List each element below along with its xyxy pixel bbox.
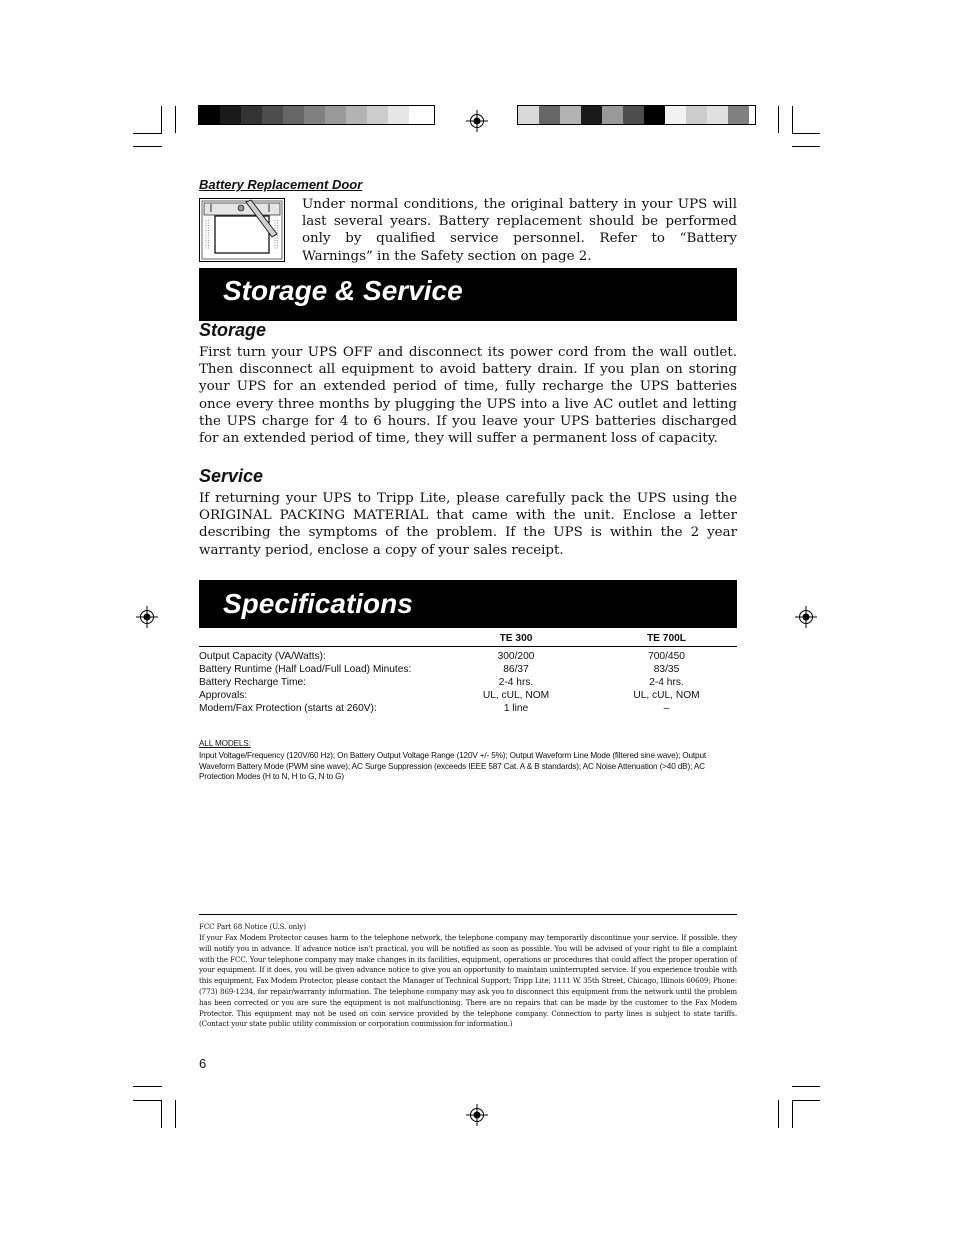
table-row (199, 663, 737, 676)
crop-mark (161, 106, 162, 133)
table-row (199, 689, 737, 702)
crop-mark (133, 146, 162, 147)
color-swatch (199, 106, 220, 124)
crop-mark (792, 1086, 820, 1087)
color-swatch (686, 106, 707, 124)
battery-door-text: Under normal conditions, the original battery in your UPS will last several years. Battery replacement should be performed only by qualified service personnel. Refer to “Battery Warnings” in the Safety section on page 2. (302, 197, 737, 264)
crop-mark (161, 1100, 162, 1128)
color-swatch (220, 106, 241, 124)
color-swatch (665, 106, 686, 124)
crop-mark (792, 146, 820, 147)
color-swatch (241, 106, 262, 124)
color-swatch (304, 106, 325, 124)
te700l-cell: 2-4 hrs. (649, 677, 684, 688)
te300-cell: UL, cUL, NOM (482, 690, 550, 701)
color-swatch (728, 106, 749, 124)
specifications-table (199, 631, 737, 715)
registration-mark-icon (466, 110, 488, 132)
color-swatch (346, 106, 367, 124)
color-swatch (707, 106, 728, 124)
color-swatch (644, 106, 665, 124)
crop-mark (133, 133, 162, 134)
crop-mark (792, 1100, 820, 1101)
label-cell: Modem/Fax Protection (starts at 260V): (199, 703, 377, 714)
table-row (199, 647, 737, 664)
color-swatch (325, 106, 346, 124)
te700l-cell: – (663, 703, 670, 714)
battery-door-illustration-icon (199, 198, 285, 262)
registration-mark-icon (136, 606, 158, 628)
specifications-banner (199, 580, 737, 628)
crop-mark (778, 106, 779, 133)
label-cell: Approvals: (199, 690, 248, 701)
fcc-title: FCC Part 68 Notice (U.S. only) (199, 922, 306, 931)
color-swatch (602, 106, 623, 124)
specifications-title: Specifications (223, 588, 413, 619)
color-swatch (560, 106, 581, 124)
fcc-text: If your Fax Modem Protector causes harm to the telephone network, the telephone company may temporarily discontinue your service. If possible, they will notify you in advance. If advance notice isn't practical, you will be notified as soon as possible. You will be advised of your right to file a complaint with the FCC. Your telephone company may make changes in its facilities, equipment, operations or procedures that could affect the proper operation of your equipment. If it does, you will be given advance notice to give you an opportunity to maintain uninterrupted service. If you experience trouble with this equipment, Fax Modem Protector, please contact the Manager of Technical Support; Tripp Lite; 1111 W. 35th Street, Chicago, Illinois 60609; Phone: (773) 869-1234, for repair/warranty information. The telephone company may ask you to disconnect this equipment from the network until the problem has been corrected or you are sure the equipment is not malfunctioning. There are no repairs that can be made by the customer to the Fax Modem Protector. This equipment may not be used on coin service provided by the telephone company. Connection to party lines is subject to state tariffs. (Contact your state public utility commission or corporation commission for information.) (199, 933, 737, 1029)
te300-cell: 1 line (503, 703, 529, 714)
te700l-cell: UL, cUL, NOM (633, 690, 700, 701)
column-header-te300: TE 300 (436, 631, 596, 647)
all-models-label: ALL MODELS: (199, 739, 251, 748)
page-number: 6 (199, 1056, 207, 1071)
crop-mark (175, 1100, 176, 1128)
specifications-table-body (199, 647, 737, 716)
te700l-cell: 83/35 (653, 664, 680, 675)
te300-cell: 2-4 hrs. (498, 677, 534, 688)
label-cell: Battery Recharge Time: (199, 677, 307, 688)
color-swatch (581, 106, 602, 124)
color-swatch (409, 106, 430, 124)
crop-mark (792, 106, 793, 133)
color-swatch (283, 106, 304, 124)
storage-service-banner (199, 268, 737, 321)
label-cell: Battery Runtime (Half Load/Full Load) Minutes: (199, 664, 412, 675)
crop-mark (778, 1100, 779, 1128)
color-swatch (539, 106, 560, 124)
color-swatch (367, 106, 388, 124)
service-heading: Service (199, 466, 264, 486)
crop-mark (133, 1100, 162, 1101)
column-header-te700l: TE 700L (596, 631, 737, 647)
all-models-text: Input Voltage/Frequency (120V/60 Hz); On Battery Output Voltage Range (120V +/- 5%); Output Waveform Line Mode (filtered sine wave); Output Waveform Battery Mode (PWM sine wave); AC Surge Suppression (exceeds IEEE 587 Cat. A & B standards); AC Noise Attenuation (>40 dB); AC Protection Modes (H to N, H to G, N to G) (199, 751, 706, 782)
service-text: If returning your UPS to Tripp Lite, please carefully pack the UPS using the ORIGINAL PACKING MATERIAL that came with the unit. Enclose a letter describing the symptoms of the problem. If the UPS is within the 2 year warranty period, enclose a copy of your sales receipt. (199, 491, 737, 558)
color-swatch (262, 106, 283, 124)
table-row (199, 676, 737, 689)
registration-mark-icon (795, 606, 817, 628)
te700l-cell: 700/450 (648, 651, 685, 662)
table-header-spacer (199, 631, 436, 647)
crop-mark (133, 1086, 162, 1087)
storage-text: First turn your UPS OFF and disconnect its power cord from the wall outlet. Then disconnect all equipment to avoid battery drain. If you plan on storing your UPS for an extended period of time, fully recharge the UPS batteries once every three months by plugging the UPS into a live AC outlet and letting the UPS charge for 4 to 6 hours. If you leave your UPS batteries discharged for an extended period of time, they will suffer a permanent loss of capacity. (199, 345, 737, 447)
registration-mark-icon (466, 1104, 488, 1126)
color-calibration-bar-right (517, 105, 756, 125)
label-cell: Output Capacity (VA/Watts): (199, 651, 326, 662)
battery-door-heading: Battery Replacement Door (199, 177, 363, 192)
crop-mark (175, 106, 176, 133)
te300-cell: 300/200 (497, 651, 535, 662)
color-calibration-bar-left (198, 105, 435, 125)
crop-mark (792, 133, 820, 134)
storage-heading: Storage (199, 320, 267, 340)
storage-service-title: Storage & Service (223, 275, 463, 306)
table-row (199, 702, 737, 715)
te300-cell: 86/37 (503, 664, 529, 675)
crop-mark (792, 1100, 793, 1128)
color-swatch (518, 106, 539, 124)
table-header-row (199, 631, 737, 647)
fcc-divider (199, 914, 737, 915)
color-swatch (623, 106, 644, 124)
color-swatch (388, 106, 409, 124)
